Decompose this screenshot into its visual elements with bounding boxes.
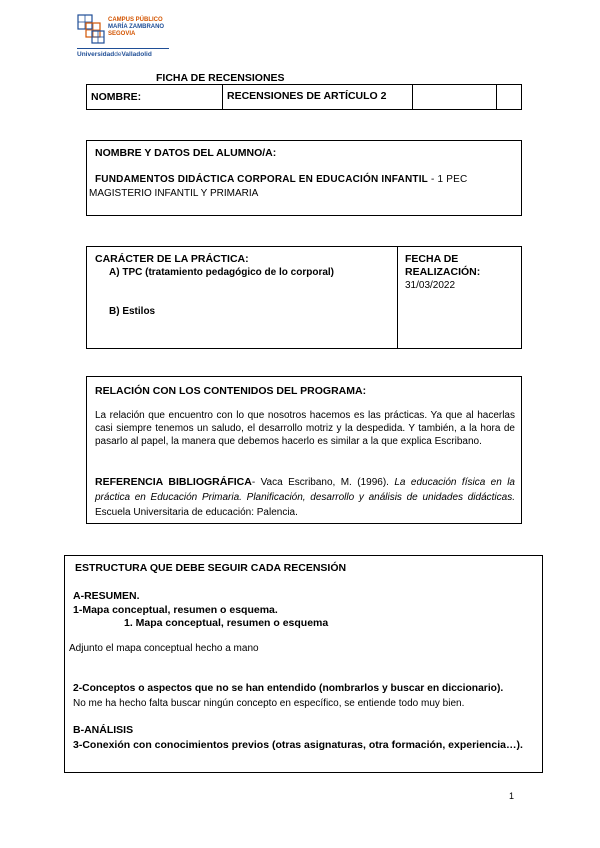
practice-title: CARÁCTER DE LA PRÁCTICA: — [95, 253, 249, 265]
section-a-title: A-RESUMEN. — [73, 590, 140, 602]
logo-underline — [77, 48, 169, 49]
practice-option-a: A) TPC (tratamiento pedagógico de lo corporal) — [109, 267, 335, 278]
relation-box — [86, 376, 522, 524]
logo-grid-icon — [77, 14, 107, 46]
relation-paragraph: La relación que encuentro con lo que nosotros hacemos es las prácticas. Ya que al hacerlas casi siempre tenemos un saludo, el desarrollo motriz y la despedida. Y también, a la hora de pasarlo al papel, la manera que debemos hacerlo es similar a la que explica Escribano. — [95, 410, 515, 447]
relation-title: RELACIÓN CON LOS CONTENIDOS DEL PROGRAMA: — [95, 385, 367, 397]
name-label: NOMBRE: — [91, 91, 142, 103]
date-label-2: REALIZACIÓN: — [405, 266, 481, 278]
page-number: 1 — [509, 791, 515, 801]
header-table — [86, 84, 522, 110]
section-b-title: B-ANÁLISIS — [73, 724, 134, 736]
header-cell-3 — [412, 85, 496, 109]
structure-title: ESTRUCTURA QUE DEBE SEGUIR CADA RECENSIÓN — [75, 562, 347, 574]
logo-campus-line3: SEGOVIA — [108, 31, 136, 37]
item-3-heading: 3-Conexión con conocimientos previos (otras asignaturas, otra formación, experiencia…). — [73, 739, 523, 751]
subject-name: FUNDAMENTOS DIDÁCTICA CORPORAL EN EDUCACIÓN INFANTIL — [95, 174, 428, 185]
item-1-heading: 1-Mapa conceptual, resumen o esquema. — [73, 604, 278, 616]
practice-box — [86, 246, 522, 349]
student-data-box — [86, 140, 522, 216]
item-2-answer: No me ha hecho falta buscar ningún concepto en específico, se entiende todo muy bien. — [73, 698, 465, 709]
doc-title-cell — [222, 85, 412, 109]
doc-title: RECENSIONES DE ARTÍCULO 2 — [227, 90, 387, 102]
practice-option-b: B) Estilos — [109, 306, 156, 317]
page-title: FICHA DE RECENSIONES — [156, 72, 285, 84]
logo-university-place: Valladolid — [121, 51, 152, 58]
item-2-heading: 2-Conceptos o aspectos que no se han entendido (nombrarlos y buscar en diccionario). — [73, 683, 504, 694]
practice-divider — [397, 247, 398, 348]
logo-campus-line2: MARÍA ZAMBRANO — [108, 24, 165, 30]
reference-label: REFERENCIA BIBLIOGRÁFICA — [95, 476, 252, 488]
logo-campus-line1: CAMPUS PÚBLICO — [108, 17, 163, 23]
degree-line: MAGISTERIO INFANTIL Y PRIMARIA — [89, 188, 259, 199]
subject-code: - 1 PEC — [428, 174, 468, 185]
reference-title: La educación física en la práctica en Educación Primaria. Planificación, desarrollo y análisis de unidades didácticas. — [95, 477, 515, 503]
item-1-subheading: 1. Mapa conceptual, resumen o esquema — [124, 617, 329, 629]
date-cell — [405, 253, 517, 292]
logo-university-de: de — [114, 51, 122, 58]
structure-box — [64, 555, 543, 773]
header-cell-4 — [496, 85, 521, 109]
reference-publisher: Escuela Universitaria de educación: Palencia. — [95, 507, 298, 518]
item-1-answer: Adjunto el mapa conceptual hecho a mano — [69, 643, 259, 654]
university-logo — [77, 14, 177, 62]
logo-university: Universidad — [77, 51, 115, 58]
bibliographic-reference — [95, 475, 515, 520]
date-label-1: FECHA DE — [405, 253, 459, 265]
subject-line — [95, 173, 517, 186]
student-box-title: NOMBRE Y DATOS DEL ALUMNO/A: — [95, 147, 277, 159]
date-value: 31/03/2022 — [405, 280, 456, 291]
reference-author: - Vaca Escribano, M. (1996). — [251, 477, 395, 488]
